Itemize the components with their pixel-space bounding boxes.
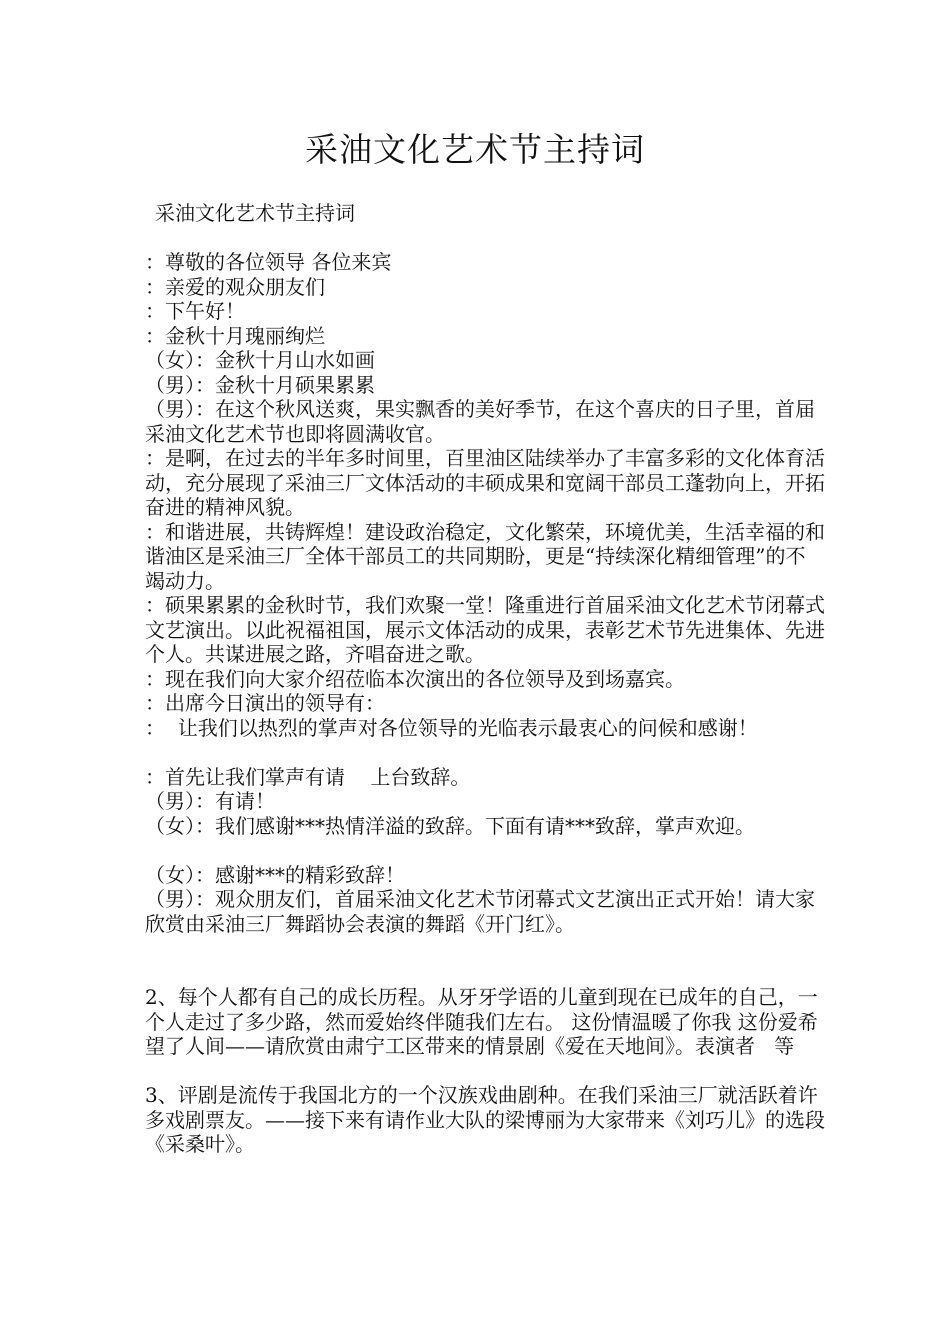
document-body bbox=[145, 250, 825, 1157]
blank-line bbox=[145, 838, 825, 863]
paragraph: 3、评剧是流传于我国北方的一个汉族戏曲剧种。在我们采油三厂就活跃着许多戏剧票友。——接下来有请作业大队的梁博丽为大家带来《刘巧儿》的选段《采桑叶》。 bbox=[145, 1083, 825, 1156]
paragraph: ：首先让我们掌声有请 上台致辞。 bbox=[145, 764, 471, 789]
paragraph: ：硕果累累的金秋时节，我们欢聚一堂！隆重进行首届采油文化艺术节闭幕式文艺演出。以此祝福祖国，展示文体活动的成果，表彰艺术节先进集体、先进个人。共谋进展之路，齐唱奋进之歌。 bbox=[145, 593, 825, 666]
blank-line bbox=[145, 740, 825, 765]
paragraph: （男）：有请！ bbox=[145, 789, 275, 813]
paragraph: ：亲爱的观众朋友们 bbox=[145, 274, 325, 299]
paragraph: 2、每个人都有自己的成长历程。从牙牙学语的儿童到现在已成年的自己，一个人走过了多少路，然而爱始终伴随我们左右。 这份情温暖了你我 这份爱希望了人间——请欣赏由肃宁工区带来的情景剧《爱在天地间》。表演者 等 bbox=[145, 985, 818, 1058]
paragraph: ：现在我们向大家介绍莅临本次演出的各位领导及到场嘉宾。 bbox=[145, 666, 685, 691]
blank-line bbox=[145, 936, 825, 985]
paragraph: ：出席今日演出的领导有： bbox=[145, 691, 385, 715]
paragraph: （男）：观众朋友们，首届采油文化艺术节闭幕式文艺演出正式开始！请大家欣赏由采油三厂舞蹈协会表演的舞蹈《开门红》。 bbox=[145, 887, 815, 936]
paragraph: ：是啊，在过去的半年多时间里，百里油区陆续举办了丰富多彩的文化体育活动，充分展现了采油三厂文体活动的丰硕成果和宽阔干部员工蓬勃向上，开拓奋进的精神风貌。 bbox=[145, 446, 825, 519]
document-title: 采油文化艺术节主持词 bbox=[305, 130, 645, 169]
paragraph: （女）：我们感谢***热情洋溢的致辞。下面有请***致辞，掌声欢迎。 bbox=[145, 813, 755, 838]
paragraph: ：尊敬的各位领导 各位来宾 bbox=[145, 250, 392, 274]
paragraph: （女）：金秋十月山水如画 bbox=[145, 348, 375, 372]
paragraph: ：和谐进展，共铸辉煌！建设政治稳定，文化繁荣，环境优美，生活幸福的和谐油区是采油三厂全体干部员工的共同期盼，更是“持续深化精细管理”的不竭动力。 bbox=[145, 519, 825, 593]
paragraph: ： 让我们以热烈的掌声对各位领导的光临表示最衷心的问候和感谢！ bbox=[145, 715, 758, 740]
paragraph: （女）：感谢***的精彩致辞！ bbox=[145, 862, 405, 887]
paragraph: ：下午好！ bbox=[145, 299, 245, 323]
blank-line bbox=[145, 1059, 825, 1084]
paragraph: （男）：在这个秋风送爽，果实飘香的美好季节，在这个喜庆的日子里，首届采油文化艺术节也即将圆满收官。 bbox=[145, 397, 815, 446]
paragraph: ：金秋十月瑰丽绚烂 bbox=[145, 323, 325, 348]
paragraph: （男）：金秋十月硕果累累 bbox=[145, 372, 375, 397]
document-subtitle: 采油文化艺术节主持词 bbox=[155, 201, 355, 225]
